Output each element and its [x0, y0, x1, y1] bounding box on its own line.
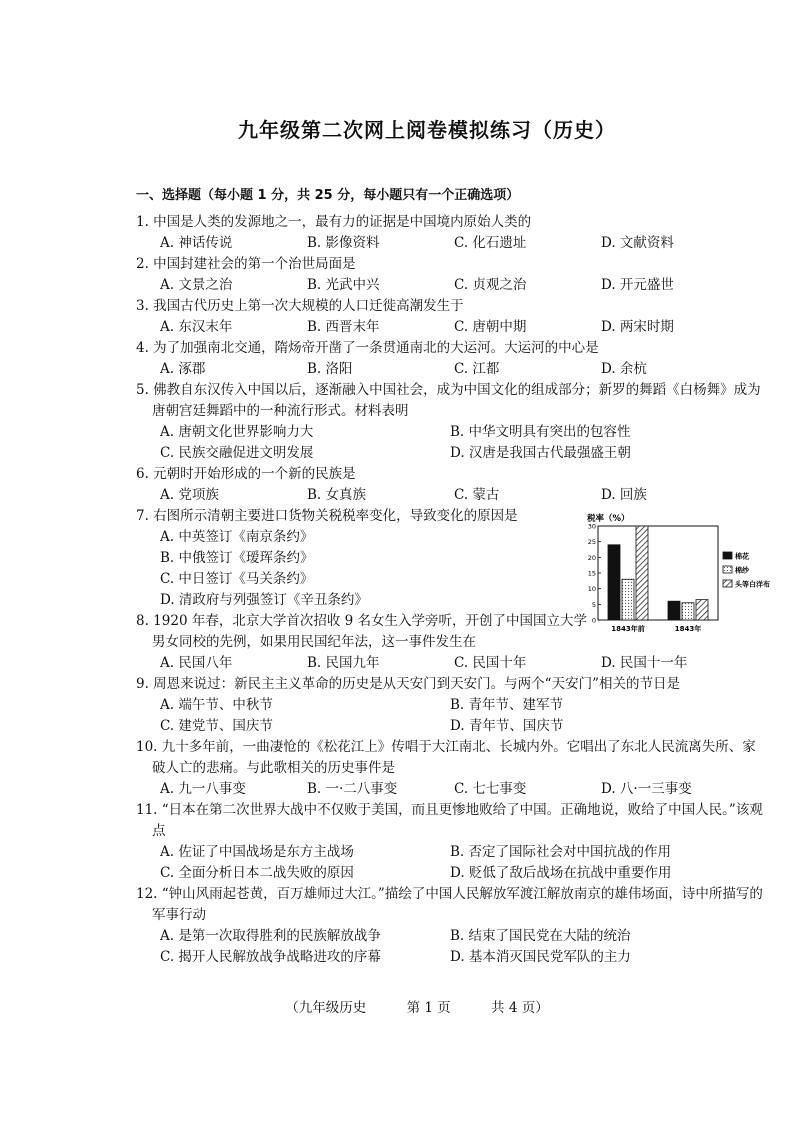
- option-b: B. 青年节、建军节: [450, 697, 564, 713]
- option-a: A. 端午节、中秋节: [160, 697, 273, 713]
- option-d: D. 清政府与列强签订《辛丑条约》: [160, 592, 368, 608]
- legend-label: 棉花: [735, 552, 749, 561]
- option-a: A. 涿郡: [160, 361, 206, 377]
- question-10: [136, 737, 766, 800]
- question-stem: 4. 为了加强南北交通，隋炀帝开凿了一条贯通南北的大运河。大运河的中心是: [136, 340, 599, 356]
- question-5: [136, 380, 766, 464]
- footer-subject: （九年级历史: [285, 1000, 367, 1016]
- question-11: [136, 800, 766, 884]
- option-c: C. 民族交融促进文明发展: [160, 445, 314, 461]
- option-a: A. 唐朝文化世界影响力大: [160, 424, 314, 440]
- question-12: [136, 884, 766, 968]
- option-c: C. 全面分析日本二战失败的原因: [160, 865, 354, 881]
- option-a: A. 党项族: [160, 487, 219, 503]
- option-b: B. 否定了国际社会对中国抗战的作用: [450, 844, 672, 860]
- question-stem: 7. 右图所示清朝主要进口货物关税税率变化，导致变化的原因是: [136, 508, 518, 524]
- question-stem: 6. 元朝时开始形成的一个新的民族是: [136, 466, 356, 482]
- option-a: A. 佐证了中国战场是东方主战场: [160, 844, 354, 860]
- option-b: B. 影像资料: [307, 235, 380, 251]
- question-stem: 9. 周恩来说过：新民主主义革命的历史是从天安门到天安门。与两个“天安门”相关的节日是: [136, 676, 680, 692]
- page-title: 九年级第二次网上阅卷模拟练习（历史）: [238, 118, 616, 142]
- legend-swatch: [723, 566, 732, 573]
- option-b: B. 结束了国民党在大陆的统治: [450, 928, 631, 944]
- bar-棉纱-1843年前: [622, 579, 634, 620]
- option-b: B. 洛阳: [307, 361, 353, 377]
- option-c: C. 江都: [454, 361, 500, 377]
- option-c: C. 七七事变: [454, 781, 527, 797]
- option-c: C. 化石遗址: [454, 235, 527, 251]
- footer-page: 第 1 页: [406, 1000, 451, 1016]
- bar-头等白洋布-1843年: [696, 600, 708, 620]
- page-footer: [0, 996, 794, 1016]
- option-d: D. 贬低了敌后战场在抗战中重要作用: [450, 865, 672, 881]
- option-a: A. 是第一次取得胜利的民族解放战争: [160, 928, 381, 944]
- question-3: [136, 296, 766, 338]
- option-b: B. 中华文明具有突出的包容性: [450, 424, 631, 440]
- question-stem: 5. 佛教自东汉传入中国以后，逐渐融入中国社会，成为中国文化的组成部分；新罗的舞蹈《白杨舞》成为唐朝宫廷舞蹈中的一种流行形式。材料表明: [136, 382, 761, 419]
- y-tick-label: 10: [587, 585, 596, 594]
- question-1: [136, 212, 766, 254]
- question-stem: 12. “钟山风雨起苍黄，百万雄师过大江。”描绘了中国人民解放军渡江解放南京的雄伟场面，诗中所描写的军事行动: [136, 886, 763, 923]
- option-c: C. 民国十年: [454, 655, 527, 671]
- option-a: A. 九一八事变: [160, 781, 246, 797]
- legend-swatch: [723, 580, 732, 587]
- option-d: D. 两宋时期: [601, 319, 674, 335]
- option-d: D. 民国十一年: [601, 655, 688, 671]
- option-c: C. 建党节、国庆节: [160, 718, 273, 734]
- y-tick-label: 0: [591, 616, 596, 625]
- option-b: B. 光武中兴: [307, 277, 380, 293]
- x-category-label: 1843年: [674, 625, 702, 633]
- option-b: B. 西晋末年: [307, 319, 380, 335]
- y-tick-label: 30: [587, 522, 596, 531]
- option-d: D. 开元盛世: [601, 277, 674, 293]
- option-b: B. 女真族: [307, 487, 367, 503]
- y-tick-label: 20: [587, 553, 596, 562]
- question-stem: 3. 我国古代历史上第一次大规模的人口迁徙高潮发生于: [136, 298, 464, 314]
- question-2: [136, 254, 766, 296]
- option-c: C. 揭开人民解放战争战略进攻的序幕: [160, 949, 381, 965]
- question-stem: 11. “日本在第二次世界大战中不仅败于美国，而且更惨地败给了中国。正确地说，败给了中国人民。”该观点: [136, 802, 763, 839]
- question-stem: 10. 九十多年前，一曲凄怆的《松花江上》传唱于大江南北、长城内外。它唱出了东北人民流离失所、家破人亡的悲痛。与此歌相关的历史事件是: [136, 739, 756, 776]
- question-6: [136, 464, 766, 506]
- bar-头等白洋布-1843年前: [636, 526, 648, 620]
- bar-棉纱-1843年: [682, 603, 694, 620]
- option-c: C. 中日签订《马关条约》: [160, 571, 314, 587]
- bar-棉花-1843年前: [608, 545, 620, 620]
- option-d: D. 八·一三事变: [601, 781, 692, 797]
- option-b: B. 民国九年: [307, 655, 380, 671]
- option-c: C. 唐朝中期: [454, 319, 527, 335]
- option-a: A. 中英签订《南京条约》: [160, 529, 314, 545]
- footer-total: 共 4 页）: [491, 1000, 549, 1016]
- bar-棉花-1843年: [668, 601, 680, 620]
- option-d: D. 文献资料: [601, 235, 674, 251]
- option-d: D. 汉唐是我国古代最强盛王朝: [450, 445, 631, 461]
- question-4: [136, 338, 766, 380]
- question-stem: 1. 中国是人类的发源地之一，最有力的证据是中国境内原始人类的: [136, 214, 532, 230]
- option-d: D. 基本消灭国民党军队的主力: [450, 949, 631, 965]
- tariff-rate-chart: [585, 512, 794, 640]
- section-header: 一、选择题（每小题 1 分，共 25 分，每小题只有一个正确选项）: [136, 188, 520, 203]
- question-stem: 8. 1920 年春，北京大学首次招收 9 名女生入学旁听，开创了中国国立大学男女同校的先例，如果用民国纪年法，这一事件发生在: [136, 613, 587, 650]
- x-category-label: 1843年前: [611, 625, 645, 633]
- legend-swatch: [723, 552, 732, 559]
- option-d: D. 余杭: [601, 361, 647, 377]
- option-d: D. 回族: [601, 487, 647, 503]
- option-b: B. 中俄签订《瑷珲条约》: [160, 550, 314, 566]
- option-c: C. 贞观之治: [454, 277, 527, 293]
- chart-ylabel: 税率（%）: [587, 514, 630, 524]
- option-d: D. 青年节、国庆节: [450, 718, 564, 734]
- option-a: A. 东汉末年: [160, 319, 233, 335]
- legend-label: 头等白洋布: [735, 580, 770, 589]
- question-9: [136, 674, 766, 737]
- y-tick-label: 5: [591, 600, 596, 609]
- option-a: A. 文景之治: [160, 277, 233, 293]
- question-stem: 2. 中国封建社会的第一个治世局面是: [136, 256, 356, 272]
- y-tick-label: 15: [587, 569, 596, 578]
- option-a: A. 神话传说: [160, 235, 233, 251]
- option-a: A. 民国八年: [160, 655, 233, 671]
- option-c: C. 蒙古: [454, 487, 500, 503]
- option-b: B. 一·二八事变: [307, 781, 398, 797]
- legend-label: 棉纱: [735, 566, 749, 575]
- y-tick-label: 25: [587, 538, 596, 547]
